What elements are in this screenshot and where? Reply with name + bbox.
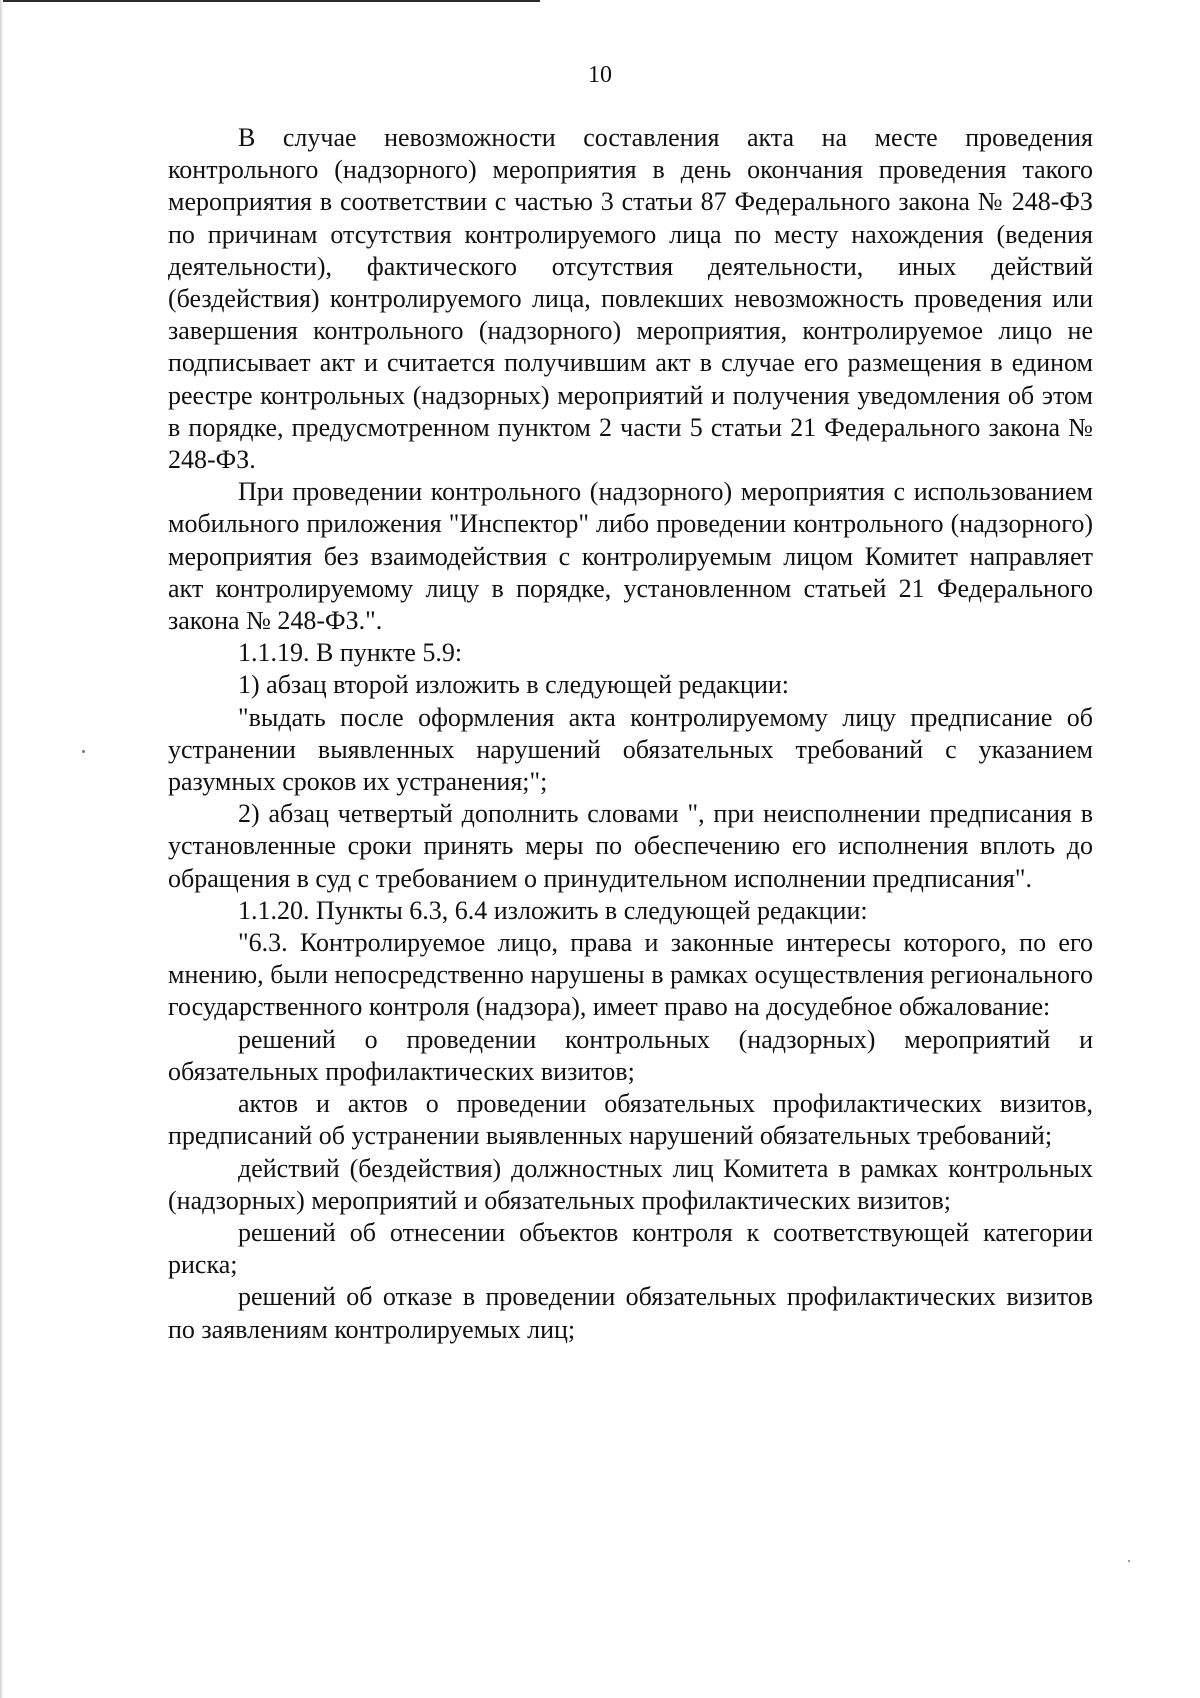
scan-speck [82,750,85,753]
paragraph: 2) абзац четвертый дополнить словами ", при неисполнении предписания в установленные сроки принять меры по обеспечению его исполнения вплоть до обращения в суд с требованием о принудительном исполнении предписания". [168,799,1093,893]
paragraph: "6.3. Контролируемое лицо, права и законные интересы которого, по его мнению, были непосредственно нарушены в рамках осуществления регионального государственного контроля (надзора), имеет право на досудебное обжалование: [168,928,1093,1022]
paragraph: В случае невозможности составления акта на месте проведения контрольного (надзорного) мероприятия в день окончания проведения такого мероприятия в соответствии с частью 3 статьи 87 Федерального закона № 248-ФЗ по причинам отсутствия контролируемого лица по месту нахождения (ведения деятельности), фактического отсутствия деятельности, иных действий (бездействия) контролируемого лица, повлекших невозможность проведения или завершения контрольного (надзорного) мероприятия, контролируемое лицо не подписывает акт и считается получившим акт в случае его размещения в едином реестре контрольных (надзорных) мероприятий и получения уведомления об этом в порядке, предусмотренном пунктом 2 части 5 статьи 21 Федерального закона № 248-ФЗ. [168,123,1093,475]
paragraph: 1) абзац второй изложить в следующей редакции: [238,670,790,700]
paragraph: решений об отказе в проведении обязательных профилактических визитов по заявлениям контролируемых лиц; [168,1282,1093,1344]
paragraph: решений о проведении контрольных (надзорных) мероприятий и обязательных профилактических визитов; [168,1024,1093,1086]
page-number: 10 [588,62,612,88]
paragraph: "выдать после оформления акта контролируемому лицу предписание об устранении выявленных нарушений обязательных требований с указанием разумных сроков их устранения;"; [168,702,1093,797]
paragraph: решений об отнесении объектов контроля к соответствующей категории риска; [168,1217,1093,1280]
scan-top-border [0,0,540,2]
document-body [168,122,1093,1346]
scan-speck [1128,1560,1130,1562]
paragraph: действий (бездействия) должностных лиц Комитета в рамках контрольных (надзорных) мероприятий и обязательных профилактических визитов; [168,1153,1093,1215]
paragraph: 1.1.19. В пункте 5.9: [238,638,463,668]
paragraph: 1.1.20. Пункты 6.3, 6.4 изложить в следующей редакции: [238,895,868,925]
scan-left-edge [0,0,3,1698]
paragraph: При проведении контрольного (надзорного) мероприятия с использованием мобильного приложения "Инспектор" либо проведении контрольного (надзорного) мероприятия без взаимодействия с контролируемым лицом Комитет направляет акт контролируемому лицу в порядке, установленном статьей 21 Федерального закона № 248-ФЗ.". [168,477,1093,636]
paragraph: актов и актов о проведении обязательных профилактических визитов, предписаний об устранении выявленных нарушений обязательных требований; [168,1089,1093,1151]
